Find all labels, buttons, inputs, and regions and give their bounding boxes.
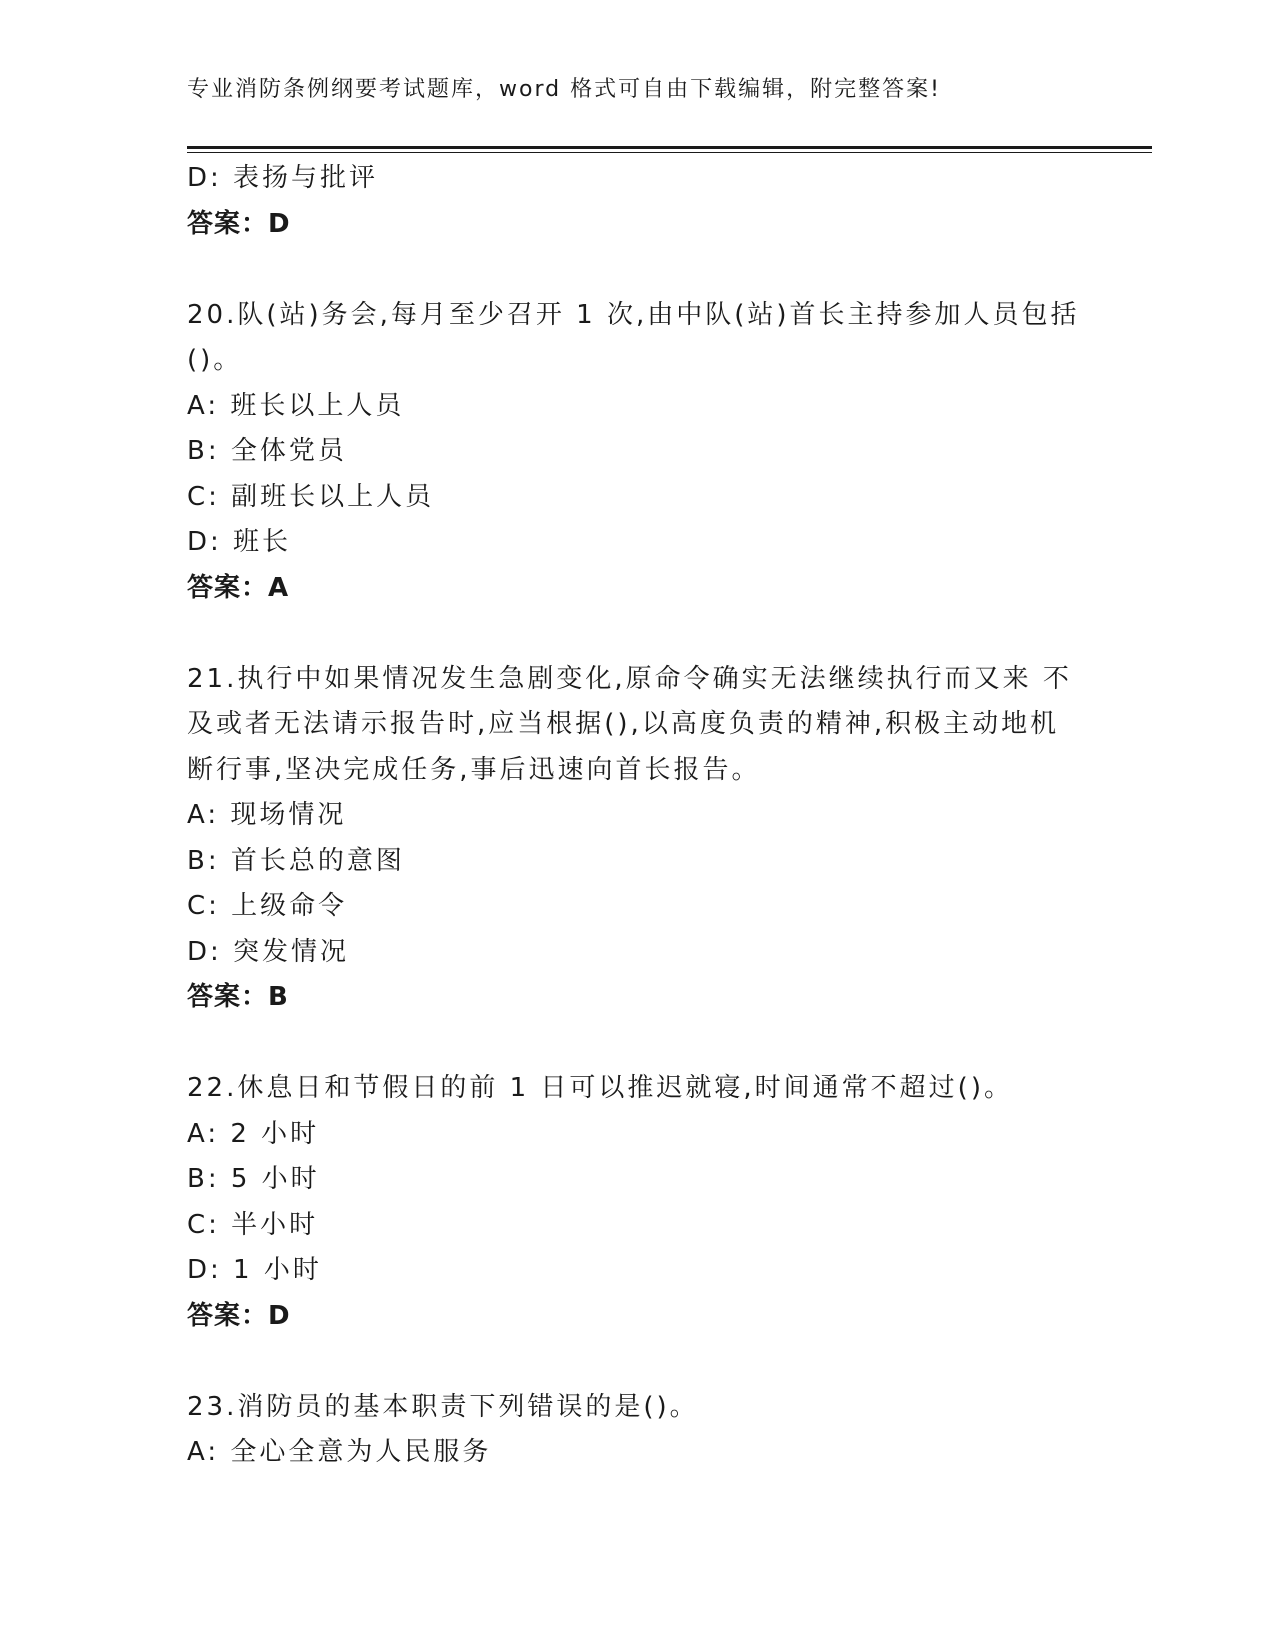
option-line: A: 2 小时 (187, 1118, 320, 1149)
paragraph-gap (187, 1021, 1087, 1067)
question-line: 23.消防员的基本职责下列错误的是()。 (187, 1391, 699, 1422)
option-line: B: 全体党员 (187, 436, 347, 466)
answer-line: 答案：A (187, 572, 290, 603)
question-line: ()。 (187, 345, 243, 375)
option-line: C: 副班长以上人员 (187, 481, 435, 512)
question-line: 21.执行中如果情况发生急剧变化,原命令确实无法继续执行而又来 不 (187, 663, 1072, 694)
answer-line: 答案：D (187, 208, 291, 239)
paragraph-gap (187, 611, 1087, 657)
option-line: D: 突发情况 (187, 936, 350, 967)
question-line: 22.休息日和节假日的前 1 日可以推迟就寝,时间通常不超过()。 (187, 1073, 1013, 1103)
option-line: C: 半小时 (187, 1209, 319, 1240)
paragraph-gap (187, 247, 1087, 293)
option-line: D: 班长 (187, 527, 292, 557)
document-body (187, 156, 1087, 1476)
question-line: 断行事,坚决完成任务,事后迅速向首长报告。 (187, 754, 761, 785)
option-line: D: 1 小时 (187, 1255, 322, 1285)
option-line: B: 首长总的意图 (187, 845, 405, 876)
option-line: B: 5 小时 (187, 1164, 320, 1194)
header-rule-thin (187, 152, 1152, 153)
question-line: 20.队(站)务会,每月至少召开 1 次,由中队(站)首长主持参加人员包括 (187, 299, 1080, 330)
header-rule-thick (187, 146, 1152, 149)
page-header: 专业消防条例纲要考试题库，word 格式可自由下载编辑，附完整答案! (187, 77, 941, 102)
option-line: A: 现场情况 (187, 800, 347, 830)
option-line: D: 表扬与批评 (187, 163, 379, 193)
paragraph-gap (187, 1339, 1087, 1385)
answer-line: 答案：D (187, 1300, 291, 1331)
option-line: A: 班长以上人员 (187, 390, 405, 421)
question-line: 及或者无法请示报告时,应当根据(),以高度负责的精神,积极主动地机 (187, 709, 1060, 739)
answer-line: 答案：B (187, 982, 289, 1012)
option-line: A: 全心全意为人民服务 (187, 1437, 492, 1467)
option-line: C: 上级命令 (187, 891, 348, 921)
